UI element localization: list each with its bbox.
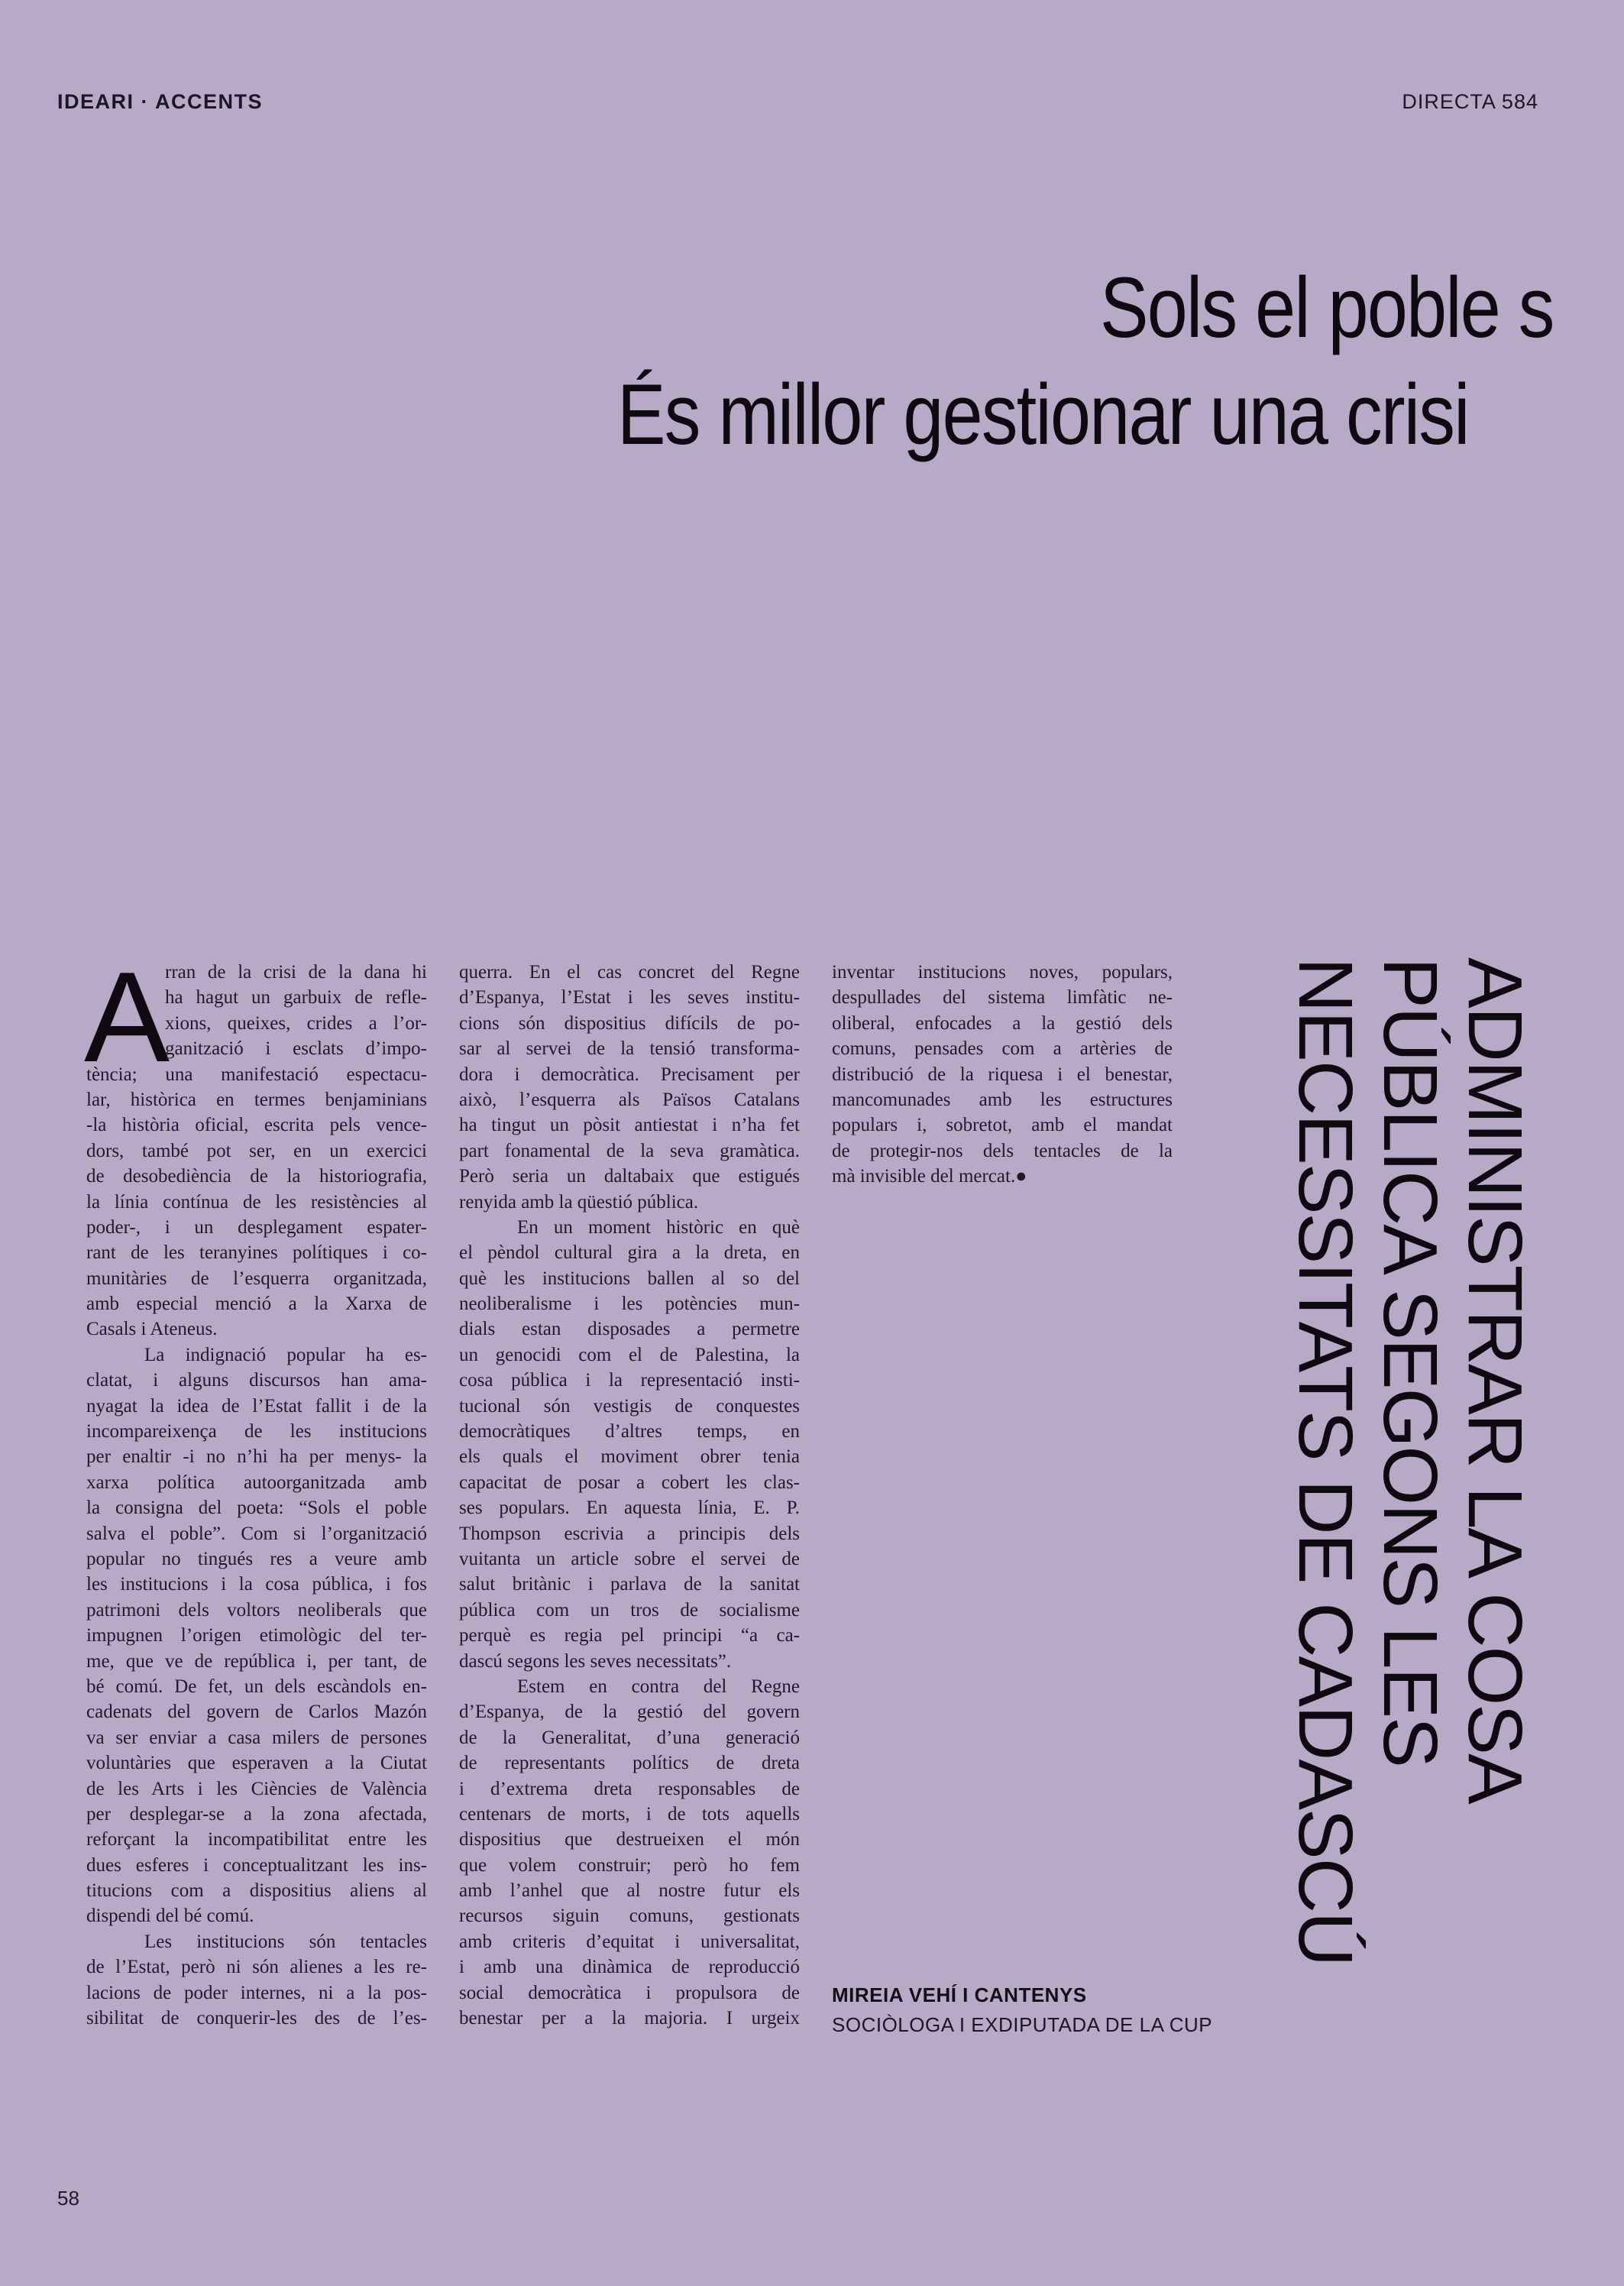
text-line: social democràtica i propulsora de	[459, 1982, 800, 2003]
text-line: Estem en contra del Regne	[517, 1676, 800, 1697]
text-line: bé comú. De fet, un dels escàndols en-	[86, 1676, 427, 1697]
text-line: reforçant la incompatibilitat entre les	[86, 1829, 427, 1850]
text-line: xions, queixes, crides a l’or-	[165, 1012, 427, 1034]
text-line: sibilitat de conquerir-les des de l’es-	[86, 2008, 427, 2029]
text-line: rran de la crisi de la dana hi	[165, 962, 427, 983]
text-line: centenars de morts, i de tots aquells	[459, 1803, 800, 1825]
text-line: cadenats del govern de Carlos Mazón	[86, 1702, 427, 1723]
text-line: les institucions i la cosa pública, i fos	[86, 1574, 427, 1595]
text-line: dials estan disposades a permetre	[459, 1319, 800, 1340]
text-line: salva el poble”. Com si l’organització	[86, 1523, 427, 1544]
text-line: incompareixença de les institucions	[86, 1421, 427, 1443]
text-line: per desplegar-se a la zona afectada,	[86, 1803, 427, 1825]
text-line: sar al servei de la tensió transforma-	[459, 1038, 800, 1060]
text-line: pública com un tros de socialisme	[459, 1599, 800, 1621]
text-line: part fonamental de la seva gramàtica.	[459, 1140, 800, 1161]
text-line: rant de les teranyines polítiques i co-	[86, 1242, 427, 1264]
text-line: que volem construir; però ho fem	[459, 1854, 800, 1876]
text-line: tucional són vestigis de conquestes	[459, 1395, 800, 1417]
text-line: i d’extrema dreta responsables de	[459, 1778, 800, 1799]
text-line: ganització i esclats d’impo-	[165, 1038, 427, 1060]
author-name: MIREIA VEHÍ I CANTENYS	[832, 1983, 1087, 2006]
vertical-standfirst	[1283, 957, 1537, 2103]
text-line: d’Espanya, de la gestió del govern	[459, 1702, 800, 1723]
text-line: la consigna del poeta: “Sols el poble	[86, 1498, 427, 1519]
section-kicker: IDEARI · ACCENTS	[57, 90, 264, 113]
text-line: me, que ve de república i, per tant, de	[86, 1650, 427, 1672]
text-line: democràtiques d’altres temps, en	[459, 1421, 800, 1443]
text-line: lar, històrica en termes benjaminians	[86, 1089, 427, 1110]
text-line: oliberal, enfocades a la gestió dels	[832, 1012, 1173, 1034]
text-line: Les institucions són tentacles	[144, 1931, 427, 1952]
author-block	[832, 1983, 1212, 2037]
text-line: de desobediència de la historiografia,	[86, 1166, 427, 1187]
text-line: Casals i Ateneus.	[86, 1319, 218, 1340]
text-line: els quals el moviment obrer tenia	[459, 1446, 800, 1468]
text-line: va ser enviar a casa milers de persones	[86, 1727, 427, 1748]
text-line: querra. En el cas concret del Regne	[459, 962, 800, 983]
text-line: Però seria un daltabaix que estigués	[459, 1166, 800, 1187]
text-line: amb l’anhel que al nostre futur els	[459, 1880, 800, 1902]
text-line: comuns, pensades com a artèries de	[832, 1038, 1173, 1060]
text-line: d’Espanya, l’Estat i les seves institu-	[459, 987, 800, 1009]
text-line: renyida amb la qüestió pública.	[459, 1191, 699, 1213]
article-column-3	[832, 960, 1173, 1190]
text-line: tència; una manifestació espectacu-	[86, 1064, 427, 1085]
text-line: La indignació popular ha es-	[144, 1344, 427, 1365]
text-line: mancomunades amb les estructures	[832, 1089, 1173, 1110]
headline-line-2: És millor gestionar una crisi	[617, 367, 1469, 462]
text-line: vuitanta un article sobre el servei de	[459, 1548, 800, 1569]
text-line: de representants polítics de dreta	[459, 1753, 800, 1774]
text-line: de protegir-nos dels tentacles de la	[832, 1140, 1173, 1161]
text-line: capacitat de posar a cobert les clas-	[459, 1472, 800, 1493]
text-line: lacions de poder internes, ni a la pos-	[86, 1982, 427, 2003]
text-line: la línia contínua de les resistències al	[86, 1191, 427, 1213]
text-line: dors, també pot ser, en un exercici	[86, 1140, 427, 1161]
text-line: En un moment històric en què	[517, 1216, 800, 1238]
text-line: inventar institucions noves, populars,	[832, 962, 1173, 983]
text-line: de la Generalitat, d’una generació	[459, 1727, 800, 1748]
text-line: això, l’esquerra als Països Catalans	[459, 1089, 800, 1110]
text-line: un genocidi com el de Palestina, la	[459, 1344, 800, 1365]
text-line: clatat, i alguns discursos han ama-	[86, 1370, 427, 1391]
text-line: perquè es regia pel principi “a ca-	[459, 1625, 800, 1647]
text-line: ADMINISTRAR LA COSA	[1452, 957, 1538, 1803]
text-line: recursos siguin comuns, gestionats	[459, 1906, 800, 1927]
article-column-1	[86, 960, 427, 2031]
article-column-2	[459, 960, 800, 2031]
text-line: NECESSITATS DE CADASCÚ	[1283, 957, 1368, 1966]
text-line: ses populars. En aquesta línia, E. P.	[459, 1498, 800, 1519]
text-line: el pèndol cultural gira a la dreta, en	[459, 1242, 800, 1264]
text-line: titucions com a dispositius aliens al	[86, 1880, 427, 1902]
text-line: ha tingut un pòsit antiestat i n’ha fet	[459, 1115, 800, 1136]
text-line: nyagat la idea de l’Estat fallit i de la	[86, 1395, 427, 1417]
text-line: salut britànic i parlava de la sanitat	[459, 1574, 800, 1595]
text-line: dues esferes i conceptualitzant les ins-	[86, 1854, 427, 1876]
text-line: xarxa política autoorganitzada amb	[86, 1472, 427, 1493]
issue-label: DIRECTA 584	[1402, 90, 1538, 113]
text-line: ha hagut un garbuix de refle-	[165, 987, 427, 1009]
text-line: populars i, sobretot, amb el mandat	[832, 1115, 1173, 1136]
text-line: mà invisible del mercat.●	[832, 1166, 1027, 1187]
text-line: i amb una dinàmica de reproducció	[459, 1957, 800, 1978]
drop-cap: A	[84, 945, 167, 1089]
text-line: munitàries de l’esquerra organitzada,	[86, 1268, 427, 1289]
text-line: poder-, i un desplegament espater-	[86, 1216, 427, 1238]
text-line: dispendi del bé comú.	[86, 1906, 254, 1927]
text-line: -la història oficial, escrita pels vence-	[86, 1115, 427, 1136]
text-line: de l’Estat, però ni són alienes a les re-	[86, 1957, 427, 1978]
text-line: dascú segons les seves necessitats”.	[459, 1650, 732, 1672]
text-line: amb criteris d’equitat i universalitat,	[459, 1931, 800, 1952]
text-line: cions són dispositius difícils de po-	[459, 1012, 800, 1034]
text-line: de les Arts i les Ciències de València	[86, 1778, 427, 1799]
text-line: voluntàries que esperaven a la Ciutat	[86, 1753, 427, 1774]
page-number: 58	[57, 2187, 79, 2210]
text-line: Thompson escrivia a principis dels	[459, 1523, 800, 1544]
text-line: patrimoni dels voltors neoliberals que	[86, 1599, 427, 1621]
text-line: per enaltir -i no n’hi ha per menys- la	[86, 1446, 427, 1468]
author-role: SOCIÒLOGA I EXDIPUTADA DE LA CUP	[832, 2013, 1213, 2036]
text-line: despullades del sistema limfàtic ne-	[832, 987, 1173, 1009]
text-line: cosa pública i la representació insti-	[459, 1370, 800, 1391]
text-line: popular no tingués res a veure amb	[86, 1548, 427, 1569]
text-line: PÚBLICA SEGONS LES	[1367, 957, 1453, 1766]
text-line: dispositius que destrueixen el món	[459, 1829, 800, 1850]
text-line: benestar per a la majoria. I urgeix	[459, 2008, 800, 2029]
text-line: neoliberalisme i les potències mun-	[459, 1294, 800, 1315]
text-line: dora i democràtica. Precisament per	[459, 1064, 800, 1085]
text-line: què les institucions ballen al so del	[459, 1268, 800, 1289]
text-line: distribució de la riquesa i el benestar,	[832, 1064, 1173, 1085]
headline-line-1: Sols el poble s	[1100, 260, 1554, 355]
text-line: impugnen l’origen etimològic del ter-	[86, 1625, 427, 1647]
text-line: amb especial menció a la Xarxa de	[86, 1294, 427, 1315]
